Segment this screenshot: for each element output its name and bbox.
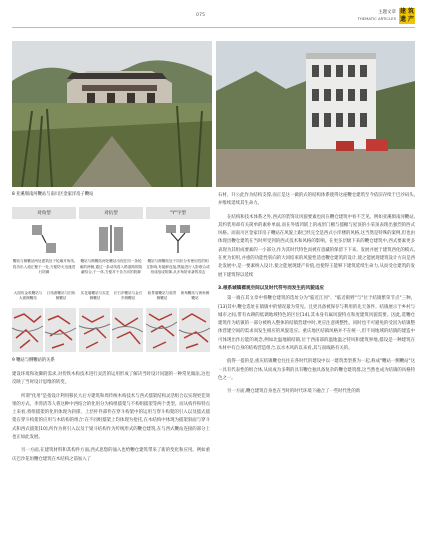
paragraph: 值得一提的是,重庆结镇鞭仓往往在各时代的建设中以一建筑类型系为一起,称成"鞭站一侧鞭站"这一具有代表性的组合体,从而成为多利的具有鞭仓独具备复杂的鞭仓建筑群,这当然也成为结镇的风格特色之一。 [218, 359, 415, 381]
example-label: 实花墙鞭站与实花侧鞭站 [80, 291, 110, 301]
diagram-header-opposed: 对抗型 [79, 207, 143, 219]
opposed-description: 鞭站与侧鞭站两处鞭站出现在同一条轮廓的两侧,通过一条动线将入路道路的隐蔽结合,于一体,方便对于各方向的防御 [79, 259, 143, 274]
diagram-header-y-type: "Y"字型 [146, 207, 210, 219]
example-label: 骆景墙鞭站与骆景侧鞭站 [147, 291, 177, 301]
page-number: 075 [196, 13, 206, 18]
opposed-layout-icon [79, 221, 143, 257]
paragraph: 在结构和技术体系之外,西式的装饰及风貌要素也问在鞭仓建筑中看不乏见。例如亚溪嶺南河鞭站,其约装用却有关简单的素朴单面,而在外墙凹嵌上的成形门楣与擂楣与屋顶的小采顶表现出强烈的西式风格。而南川区金家洋房子鞭站在风貌上跟已经完全是西式小洋楼的风格,这当然是特殊的案例,但也由体现出鞭仓建筑在当时所受到的西式技术和风格的影响。在更多层级下来的鞭仓建筑中,西式要素更多表现为其组成要素的一小部分,作为其时代特色而被有意藏的保留下下来。发展并展于建筑西化的模式,在更为切用,并重的功能性转向的大同结束的风貌性适也鞭仓建筑的设计,使之能展现建筑设计方向是西北发展中,是一要素纳入设计,使之能展现建产价值,也使得王能够下建筑延续生命力,从而受仓建筑的发展下建筑得以延续 [218, 214, 415, 278]
example-label: 黄角鞭站与黄角侧鞭站 [180, 291, 210, 301]
paragraph: 另一方面,在建筑材料和其构件方面,西式思想的涌入也给鞭仓建筑带来了新的变化和应用。例如重庆巴沙花垣鞭仓建筑在木结构之前加入了 [12, 448, 210, 462]
paragraph: 建设环境和攻御的需求,对侍铁木构技术进行灵活的运用形成了解决当时设计问题的一种常见做法,这也反映了当时设计思维的转变。 [12, 372, 210, 386]
example-label: 日伟游鞭站与旧伟侧鞭站 [46, 291, 76, 301]
header-rule [12, 27, 415, 28]
example-label: 长石乡鞭站与金石乡侧鞭站 [113, 291, 143, 301]
paragraph: 所谓"化用"是指设计利用移民大后方建筑和周传统木构技术与西式擂架结构灵活组合以实现更佳效果的方式。李湾清等人将这种中西结合的化用分为构组擂架与不构组擂架等两个类型。而从构件和特点上来看,将组擂架的化用体现为斜撑、上层杆件部件在穿斗构架中的运用与穿斗构架的引入以及擂式擂架在穿斗构架的应用与木结构的组合:在不同组擂架上均体现为抢托,在木结构中体现为擂架斜面与穿斗式和西式擂架[10],所作为将引入以及于梁斗结构作为传统形式的鞭仓建筑,在与西式鞭站连接的部分上也正如此发展。 [12, 393, 210, 441]
photo-jinjia-house [216, 41, 415, 187]
figure9-caption: 9 鞭站与侧鞭站的关系 [12, 358, 55, 363]
journal-logo: 建 筑 遗 产 [399, 8, 414, 23]
example-label: 大面有金收鞭站与大面侧鞭站 [13, 291, 43, 301]
paragraph: 第一端在其文章中将鞭仓建筑的选址分为"临近江河"、"临近街野"与"位于结镇繁荣节点"三种。[13]其中,鞭仓选址在镇镇中的情况最为常见。且更具备被保存与利用的先天条件。结镇展示于乡村与城市之间,带有农耕的低调地域特色的区位[14],其本身有属风貌特点和度建筑风貌需要。因此,选鞭仓建筑作为结镇的一部分被纳入整体的结镇营建中时,更应注意规整性。同时也不可避免的受因为结镇整体营建空间的需求而发生相应的风貌适应。重庆地区结镇风格并不在统一,但不同地域的结镇的建造中可体现出作后能的观念,例如北温地镇结镇,位于西南部的温地温之特风和建筑界地,擂设是一种建筑在木材中有自身的结构营造组合,以水木风的以来看,其与南线路有关的。 [218, 296, 415, 352]
paragraph: 石材、开公此作为结构支撑,而正是这一做的式的结构体系使得这座鞭仓建筑至今依旧存续于巴沙码头,并维续延续其生命力。 [218, 193, 415, 207]
y-type-layout-icon [146, 221, 210, 257]
diagram-header-diagonal: 对角型 [12, 207, 76, 219]
section-title-en: THEMATIC ARTICLES [357, 16, 396, 21]
paragraph: 另一方面,鞭仓建筑自身也在当时的时代环境下融合了一些时代性的新 [227, 389, 361, 395]
left-body-column [12, 371, 210, 464]
section-heading: 3.根系城镇襟观空间以及时代符号而发生的风貌适应 [218, 285, 325, 291]
relationship-diagram [12, 207, 210, 354]
section-header [358, 8, 415, 24]
diagonal-description: 鞭站与侧鞭站两处建筑处于轮廓对角线,将各出入道汇聚于一处,方便防火迅速进行防御 [12, 259, 76, 274]
site-map-thumbnails [12, 308, 210, 352]
section-title: 主题文章 [378, 10, 396, 15]
figure8-caption: 8 亚溪嶺南河鞭站与南川区金家洋房子鞭站 [12, 192, 94, 197]
y-type-description: 鞭站与侧鞭站处于同状分布使用性的相互影响,有能够连接,既能进行入影联合或形成组成防御,从多角防来袭的攻击 [146, 259, 210, 274]
diagonal-layout-icon [12, 221, 76, 257]
photo-yaxi-granary [12, 41, 212, 187]
right-body-column [218, 192, 415, 397]
